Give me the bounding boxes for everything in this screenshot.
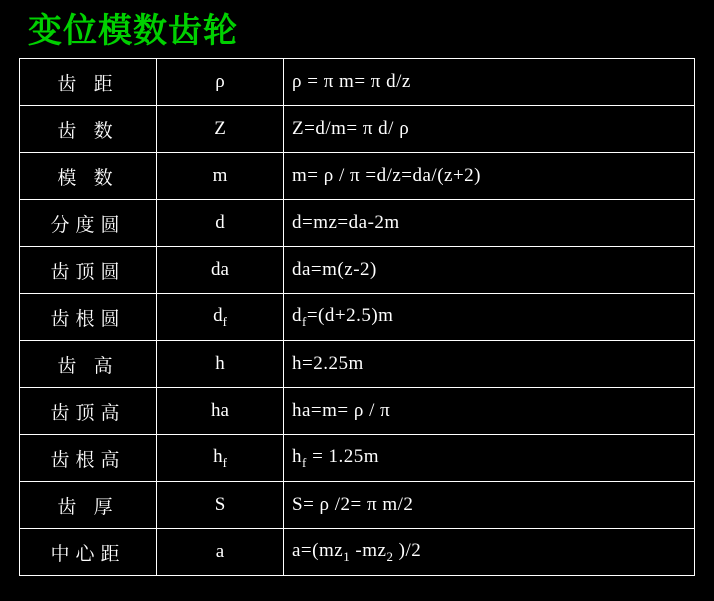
row-formula: m= ρ / π =d/z=da/(z+2) xyxy=(284,153,695,200)
table-row xyxy=(20,388,695,435)
row-symbol: a xyxy=(157,529,284,576)
row-symbol: ρ xyxy=(157,59,284,106)
row-name: 齿 厚 xyxy=(20,482,157,529)
row-formula: d=mz=da-2m xyxy=(284,200,695,247)
table-row xyxy=(20,435,695,482)
row-formula: $a=(mz_1$ $-mz_2$ )/2 xyxy=(284,529,695,576)
row-formula: ρ = π m= π d/z xyxy=(284,59,695,106)
row-formula: Z=d/m= π d/ ρ xyxy=(284,106,695,153)
row-name: 齿根圆 xyxy=(20,294,157,341)
row-name: 齿 距 xyxy=(20,59,157,106)
row-name: 齿 数 xyxy=(20,106,157,153)
row-name: 分度圆 xyxy=(20,200,157,247)
row-formula: h=2.25m xyxy=(284,341,695,388)
row-symbol: h xyxy=(157,341,284,388)
table-row xyxy=(20,153,695,200)
row-symbol: $h_f$ xyxy=(157,435,284,482)
table-row xyxy=(20,341,695,388)
row-symbol: d xyxy=(157,200,284,247)
table-row xyxy=(20,294,695,341)
row-symbol: m xyxy=(157,153,284,200)
row-formula: ha=m= ρ / π xyxy=(284,388,695,435)
gear-formula-table xyxy=(19,58,695,576)
row-symbol: Z xyxy=(157,106,284,153)
row-name: 模 数 xyxy=(20,153,157,200)
row-name: 齿 高 xyxy=(20,341,157,388)
row-name: 齿顶圆 xyxy=(20,247,157,294)
table-row xyxy=(20,482,695,529)
row-formula: $d_f=(d+2.5)m$ xyxy=(284,294,695,341)
row-formula: S= ρ /2= π m/2 xyxy=(284,482,695,529)
table-row xyxy=(20,247,695,294)
row-symbol: S xyxy=(157,482,284,529)
table-row xyxy=(20,529,695,576)
row-symbol: ha xyxy=(157,388,284,435)
row-name: 齿根高 xyxy=(20,435,157,482)
row-formula: da=m(z-2) xyxy=(284,247,695,294)
table-row xyxy=(20,106,695,153)
row-name: 齿顶高 xyxy=(20,388,157,435)
row-symbol: da xyxy=(157,247,284,294)
row-symbol: $d_f$ xyxy=(157,294,284,341)
row-formula: $h_f = 1.25m$ xyxy=(284,435,695,482)
table-row xyxy=(20,59,695,106)
table-row xyxy=(20,200,695,247)
row-name: 中心距 xyxy=(20,529,157,576)
page-title: 变位模数齿轮 xyxy=(28,12,238,50)
